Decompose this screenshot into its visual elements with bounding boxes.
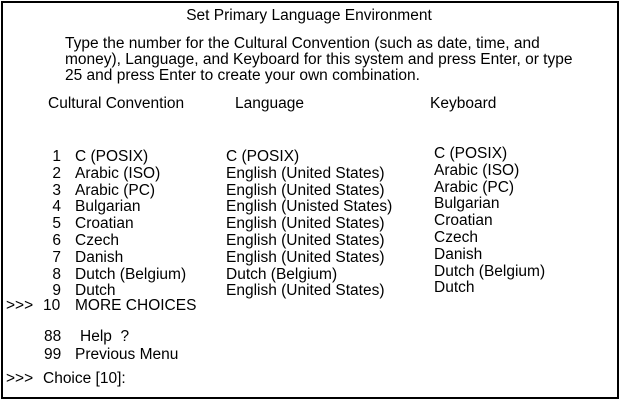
more-choices-option[interactable]: MORE CHOICES [75,297,197,314]
option-cultural[interactable]: Danish [75,248,124,266]
column-header-language: Language [235,95,304,112]
option-cultural[interactable]: C (POSIX) [75,148,149,165]
option-cultural[interactable]: Dutch [75,282,116,300]
option-cultural[interactable]: Croatian [75,215,134,233]
option-language: English (United States) [226,231,385,249]
option-cultural[interactable]: Bulgarian [75,198,141,216]
current-choice-marker: >>> [6,297,34,314]
option-number[interactable]: 5 [52,215,61,233]
screen-title: Set Primary Language Environment [186,7,432,24]
option-cultural[interactable]: Czech [75,231,119,249]
option-number[interactable]: 3 [52,181,61,199]
language-column [226,149,392,300]
prompt-marker: >>> [6,370,34,387]
option-cultural[interactable]: Arabic (ISO) [75,164,161,182]
option-number[interactable]: 1 [52,148,61,165]
option-language: English (Unisted States) [226,198,393,216]
option-cultural[interactable]: Dutch (Belgium) [75,265,187,283]
help-option[interactable]: Help ? [80,328,130,345]
column-header-cultural: Cultural Convention [48,95,185,112]
option-number[interactable]: 6 [52,231,61,249]
option-language: Dutch (Belgium) [226,265,338,283]
option-keyboard: Arabic (PC) [434,178,515,196]
choice-input-prompt[interactable]: Choice [10]: [43,370,126,387]
option-keyboard: Czech [434,228,478,246]
more-choices-number[interactable]: 10 [43,297,61,314]
option-keyboard: Danish [434,245,483,263]
option-cultural[interactable]: Arabic (PC) [75,181,156,199]
option-keyboard: Arabic (ISO) [434,161,520,179]
option-keyboard: Dutch (Belgium) [434,262,546,280]
column-header-keyboard: Keyboard [430,95,497,112]
option-number[interactable]: 4 [52,198,61,216]
option-language: English (United States) [226,282,385,300]
option-keyboard: Croatian [434,212,493,230]
instruction-line-2: money), Language, and Keyboard for this system and press Enter, or type [65,51,573,68]
option-language: English (United States) [226,215,385,233]
option-number[interactable]: 2 [52,164,61,182]
previous-menu-option[interactable]: Previous Menu [75,346,179,363]
cultural-convention-column [75,149,186,300]
option-keyboard: Dutch [434,279,475,297]
option-language: English (United States) [226,248,385,266]
option-number[interactable]: 8 [52,265,61,283]
option-keyboard: C (POSIX) [434,145,508,162]
option-language: English (United States) [226,181,385,199]
option-keyboard: Bulgarian [434,195,500,213]
option-number[interactable]: 7 [52,248,61,266]
option-number-column [37,149,61,300]
help-option-number[interactable]: 88 [44,328,62,345]
option-number[interactable]: 9 [52,282,61,300]
instruction-line-3: 25 and press Enter to create your own combination. [65,67,420,84]
option-language: C (POSIX) [226,148,300,165]
instruction-line-1: Type the number for the Cultural Convention (such as date, time, and [65,35,540,52]
keyboard-column [434,146,545,297]
option-language: English (United States) [226,164,385,182]
previous-menu-number[interactable]: 99 [44,346,62,363]
